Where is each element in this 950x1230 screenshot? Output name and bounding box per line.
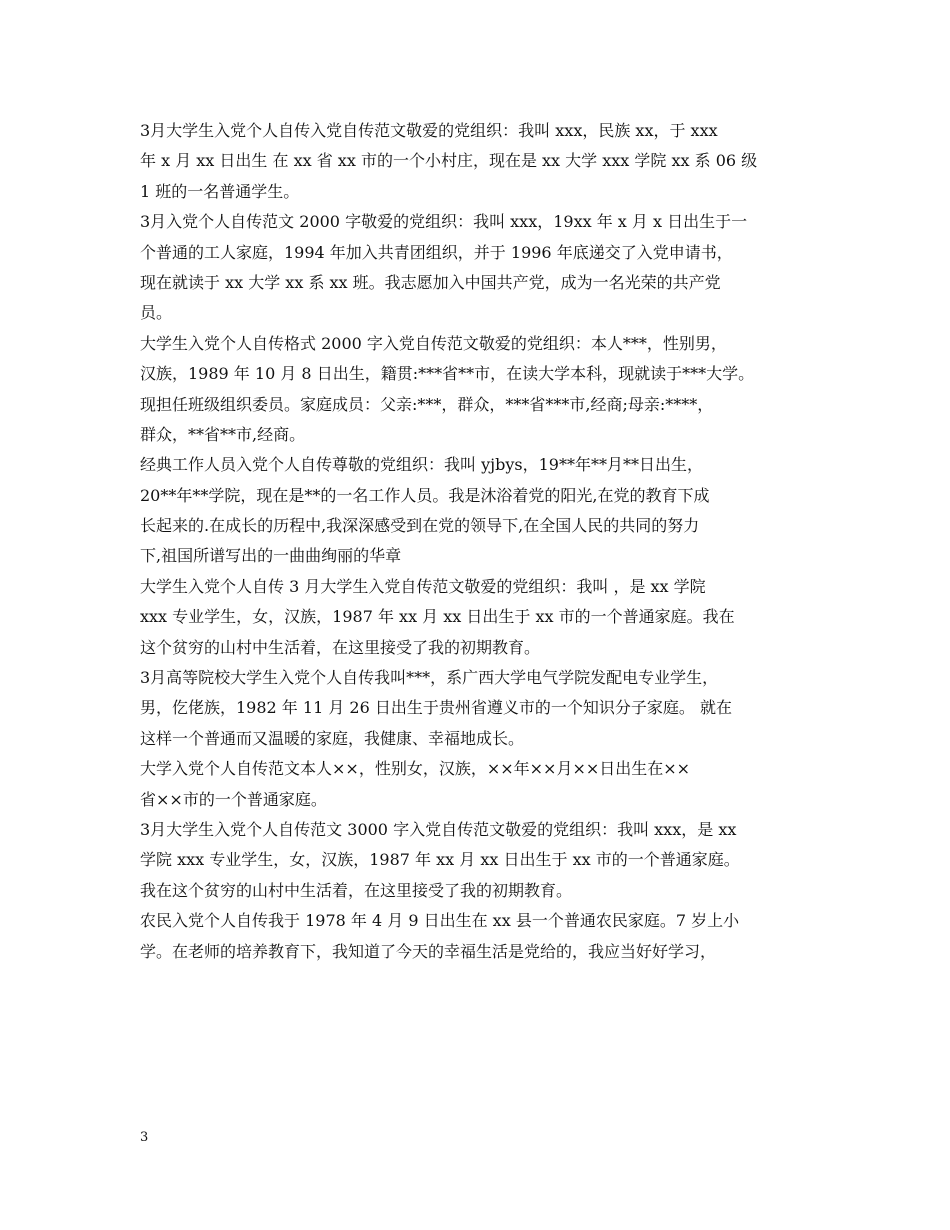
text-line: 省××市的一个普通家庭。 bbox=[140, 789, 327, 809]
text-line: 这个贫穷的山村中生活着，在这里接受了我的初期教育。 bbox=[140, 637, 541, 657]
text-line: 现担任班级组织委员。家庭成员：父亲:***，群众，***省***市,经商;母亲:****， bbox=[140, 394, 714, 414]
text-line: 现在就读于 xx 大学 xx 系 xx 班。我志愿加入中国共产党，成为一名光荣的共产党 bbox=[140, 272, 721, 292]
text-line: 这样一个普通而又温暖的家庭，我健康、幸福地成长。 bbox=[140, 728, 525, 748]
text-line: 群众，**省**市,经商。 bbox=[140, 424, 306, 444]
text-line: 下,祖国所谱写出的一曲曲绚丽的华章 bbox=[140, 546, 402, 566]
text-line: 1 班的一名普通学生。 bbox=[140, 181, 300, 201]
text-line: 大学生入党个人自传格式 2000 字入党自传范文敬爱的党组织：本人***，性别男， bbox=[140, 333, 727, 353]
text-line: 大学生入党个人自传 3 月大学生入党自传范文敬爱的党组织：我叫 ，是 xx 学院 bbox=[140, 576, 706, 596]
text-line: 员。 bbox=[140, 303, 173, 323]
body-text bbox=[140, 116, 816, 967]
text-line: 长起来的.在成长的历程中,我深深感受到在党的领导下,在全国人民的共同的努力 bbox=[140, 516, 700, 536]
text-line: 年 x 月 xx 日出生 在 xx 省 xx 市的一个小村庄，现在是 xx 大学 xxx 学院 xx 系 06 级 bbox=[140, 151, 758, 171]
text-line: 大学入党个人自传范文本人××，性别女，汉族，××年××月××日出生在×× bbox=[140, 759, 691, 779]
text-line: 个普通的工人家庭，1994 年加入共青团组织，并于 1996 年底递交了入党申请书， bbox=[140, 242, 733, 262]
text-line: 汉族，1989 年 10 月 8 日出生，籍贯:***省**市，在读大学本科，现就读于***大学。 bbox=[140, 364, 755, 384]
text-line: 男，仡佬族，1982 年 11 月 26 日出生于贵州省遵义市的一个知识分子家庭。 就在 bbox=[140, 698, 732, 718]
text-line: 学。在老师的培养教育下，我知道了今天的幸福生活是党给的，我应当好好学习， bbox=[140, 941, 717, 961]
page-number: 3 bbox=[140, 1130, 149, 1145]
text-line: 经典工作人员入党个人自传尊敬的党组织：我叫 yjbys，19**年**月**日出生， bbox=[140, 455, 703, 475]
text-line: 20**年**学院，现在是**的一名工作人员。我是沐浴着党的阳光,在党的教育下成 bbox=[140, 485, 710, 505]
text-line: 我在这个贫穷的山村中生活着，在这里接受了我的初期教育。 bbox=[140, 880, 573, 900]
text-line: 农民入党个人自传我于 1978 年 4 月 9 日出生在 xx 县一个普通农民家庭。7 岁上小 bbox=[140, 911, 740, 931]
text-line: 3月高等院校大学生入党个人自传我叫***，系广西大学电气学院发配电专业学生， bbox=[140, 668, 719, 688]
text-line: 学院 xxx 专业学生，女，汉族，1987 年 xx 月 xx 日出生于 xx 市的一个普通家庭。 bbox=[140, 850, 740, 870]
text-line: 3月入党个人自传范文 2000 字敬爱的党组织：我叫 xxx，19xx 年 x 月 x 日出生于一 bbox=[140, 212, 748, 232]
text-line: 3月大学生入党个人自传入党自传范文敬爱的党组织：我叫 xxx，民族 xx，于 xxx bbox=[140, 121, 718, 140]
text-line: 3月大学生入党个人自传范文 3000 字入党自传范文敬爱的党组织：我叫 xxx，是 xx bbox=[140, 819, 737, 839]
text-line: xxx 专业学生，女，汉族，1987 年 xx 月 xx 日出生于 xx 市的一个普通家庭。我在 bbox=[140, 607, 735, 627]
